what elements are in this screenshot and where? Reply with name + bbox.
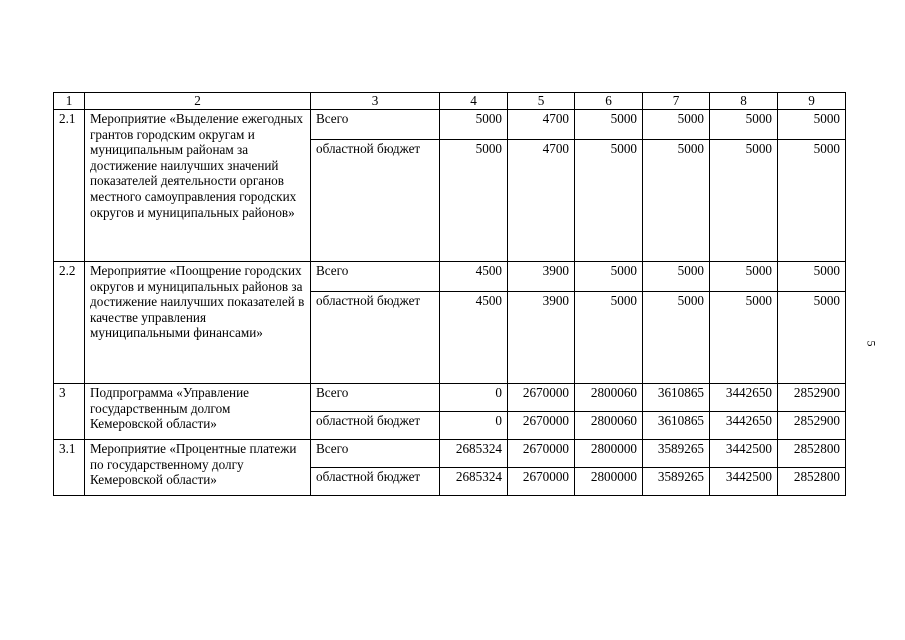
header-row [54,93,846,110]
amount-cell: 5000 [440,140,508,262]
table-row [54,384,846,412]
amount-cell: 5000 [643,262,710,292]
amount-cell: 5000 [575,110,643,140]
amount-cell: 2800000 [575,468,643,496]
amount-cell: 5000 [710,140,778,262]
amount-cell: 2800000 [575,440,643,468]
funding-source: областной бюджет [311,468,440,496]
amount-cell: 2852800 [778,440,846,468]
row-index: 3 [54,384,85,440]
amount-cell: 4500 [440,292,508,384]
amount-cell: 3900 [508,292,575,384]
amount-cell: 0 [440,384,508,412]
amount-cell: 2685324 [440,468,508,496]
amount-cell: 5000 [643,140,710,262]
amount-cell: 5000 [778,140,846,262]
column-header: 3 [311,93,440,110]
column-header: 4 [440,93,508,110]
funding-source: областной бюджет [311,412,440,440]
amount-cell: 5000 [643,110,710,140]
funding-source: областной бюджет [311,292,440,384]
column-header: 9 [778,93,846,110]
amount-cell: 5000 [440,110,508,140]
amount-cell: 5000 [710,292,778,384]
amount-cell: 5000 [778,292,846,384]
amount-cell: 3589265 [643,468,710,496]
amount-cell: 2670000 [508,412,575,440]
amount-cell: 2852800 [778,468,846,496]
activity-name: Подпрограмма «Управление государственным долгом Кемеровской области» [85,384,311,440]
amount-cell: 3589265 [643,440,710,468]
column-header: 2 [85,93,311,110]
amount-cell: 0 [440,412,508,440]
amount-cell: 2685324 [440,440,508,468]
amount-cell: 2670000 [508,384,575,412]
activity-name: Мероприятие «Выделение ежегодных грантов городским округам и муниципальным районам за достижение наилучших значений показателей деятельности органов местного самоуправления городских округов и муниципальных районов» [85,110,311,262]
amount-cell: 4500 [440,262,508,292]
funding-source: Всего [311,110,440,140]
amount-cell: 5000 [710,262,778,292]
amount-cell: 5000 [778,262,846,292]
column-header: 5 [508,93,575,110]
row-index: 3.1 [54,440,85,496]
column-header: 1 [54,93,85,110]
funding-source: областной бюджет [311,140,440,262]
funding-source: Всего [311,384,440,412]
amount-cell: 2800060 [575,412,643,440]
amount-cell: 3442500 [710,440,778,468]
column-header: 6 [575,93,643,110]
amount-cell: 5000 [575,292,643,384]
amount-cell: 3610865 [643,384,710,412]
table-row [54,262,846,292]
row-index: 2.1 [54,110,85,262]
amount-cell: 4700 [508,140,575,262]
amount-cell: 3610865 [643,412,710,440]
amount-cell: 3442500 [710,468,778,496]
amount-cell: 5000 [778,110,846,140]
amount-cell: 2800060 [575,384,643,412]
page-number: 5 [864,340,879,347]
table-row [54,110,846,140]
column-header: 8 [710,93,778,110]
amount-cell: 2670000 [508,468,575,496]
amount-cell: 3442650 [710,384,778,412]
amount-cell: 5000 [575,140,643,262]
amount-cell: 4700 [508,110,575,140]
amount-cell: 5000 [710,110,778,140]
amount-cell: 3442650 [710,412,778,440]
amount-cell: 5000 [575,262,643,292]
table-row [54,440,846,468]
row-index: 2.2 [54,262,85,384]
amount-cell: 2852900 [778,384,846,412]
budget-table [53,92,846,496]
amount-cell: 3900 [508,262,575,292]
amount-cell: 5000 [643,292,710,384]
funding-source: Всего [311,440,440,468]
amount-cell: 2852900 [778,412,846,440]
amount-cell: 2670000 [508,440,575,468]
column-header: 7 [643,93,710,110]
funding-source: Всего [311,262,440,292]
activity-name: Мероприятие «Поощрение городских округов и муниципальных районов за достижение наилучших показателей в качестве управления муниципальными финансами» [85,262,311,384]
activity-name: Мероприятие «Процентные платежи по государственному долгу Кемеровской области» [85,440,311,496]
